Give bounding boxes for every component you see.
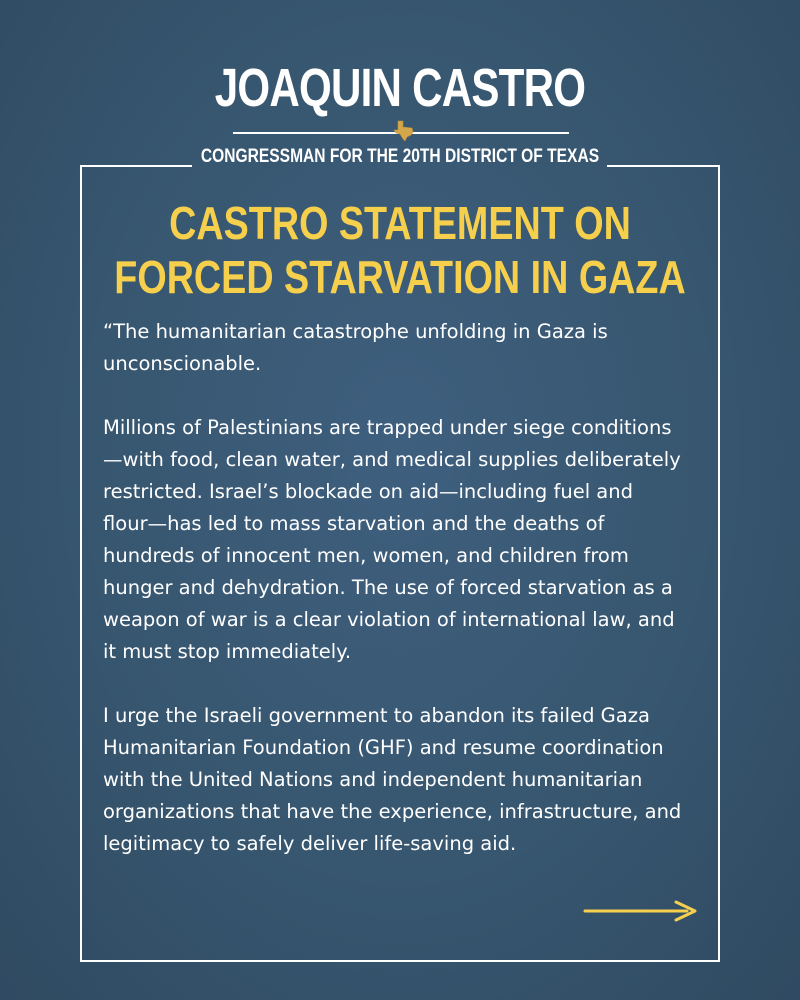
statement-line: —with food, clean water, and medical supplies deliberately — [103, 448, 681, 471]
statement-line: hunger and dehydration. The use of forced starvation as a — [103, 576, 673, 599]
headline-line-2: FORCED STARVATION IN GAZA — [114, 251, 686, 303]
statement-line: organizations that have the experience, infrastructure, and — [103, 800, 682, 823]
statement-paragraph-3 — [103, 700, 703, 860]
statement-line: I urge the Israeli government to abandon its failed Gaza — [103, 704, 650, 727]
congressman-name: JOAQUIN CASTRO — [214, 58, 586, 118]
statement-line: it must stop immediately. — [103, 640, 352, 663]
headline-line-1: CASTRO STATEMENT ON — [169, 197, 631, 249]
frame-top-right-rule — [607, 165, 720, 167]
congressman-subtitle: CONGRESSMAN FOR THE 20TH DISTRICT OF TEXAS — [200, 146, 600, 167]
statement-line: flour—has led to mass starvation and the deaths of — [103, 512, 605, 535]
statement-line: hundreds of innocent men, women, and children from — [103, 544, 629, 567]
statement-line: with the United Nations and independent humanitarian — [103, 768, 643, 791]
statement-line: “The humanitarian catastrophe unfolding in Gaza is — [103, 320, 608, 343]
statement-line: restricted. Israel’s blockade on aid—including fuel and — [103, 480, 633, 503]
statement-line: Millions of Palestinians are trapped under siege conditions — [103, 416, 672, 439]
texas-state-icon — [392, 119, 416, 143]
statement-paragraph-2 — [103, 412, 703, 668]
statement-line: weapon of war is a clear violation of international law, and — [103, 608, 675, 631]
frame-top-left-rule — [80, 165, 192, 167]
statement-body — [103, 316, 703, 892]
statement-line: Humanitarian Foundation (GHF) and resume coordination — [103, 736, 664, 759]
statement-headline — [0, 196, 800, 304]
statement-paragraph-1 — [103, 316, 703, 380]
statement-line: unconscionable. — [103, 352, 262, 375]
arrow-right-icon[interactable] — [583, 900, 699, 922]
statement-line: legitimacy to safely deliver life-saving aid. — [103, 832, 517, 855]
